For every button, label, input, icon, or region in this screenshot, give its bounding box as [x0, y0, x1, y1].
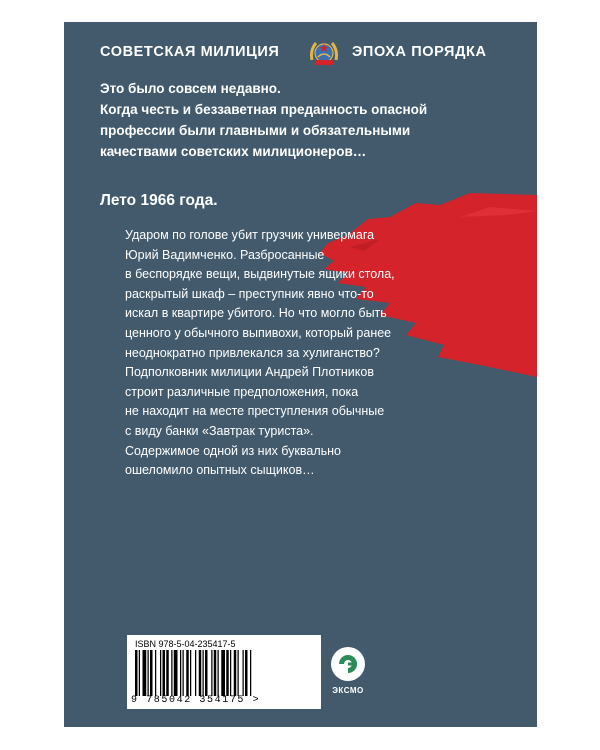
annotation-line: ценного у обычного выпивохи, который ранее	[125, 325, 392, 340]
isbn-text: ISBN 978-5-04-235417-5	[135, 639, 236, 649]
annotation-line: Ударом по голове убит грузчик универмага	[125, 228, 375, 242]
annotation-line: с виду банки «Завтрак туриста».	[125, 423, 314, 438]
barcode-bars	[135, 650, 313, 696]
annotation-line: неоднократно привлекался за хулиганство?	[125, 345, 380, 360]
annotation-line: Юрий Вадимченко. Разбросанные	[125, 247, 325, 262]
soviet-emblem-icon	[308, 38, 340, 68]
intro-text	[100, 78, 520, 162]
barcode-digits: 9 785042 354175 >	[131, 695, 261, 706]
annotation-line: раскрытый шкаф – преступник явно что-то	[125, 286, 374, 301]
annotation-line: Содержимое одной из них буквально	[125, 443, 342, 458]
intro-line: Когда честь и беззаветная преданность опасной	[100, 102, 428, 117]
annotation-line: Подполковник милиции Андрей Плотников	[125, 365, 374, 380]
annotation-line: ошеломило опытных сыщиков…	[125, 463, 315, 478]
annotation-line: в беспорядке вещи, выдвинутые ящики стола,	[125, 267, 395, 282]
series-header	[64, 40, 537, 66]
series-title-right: ЭПОХА ПОРЯДКА	[352, 44, 487, 60]
publisher-logo	[328, 644, 368, 700]
annotation-line: не находит на месте преступления обычные	[125, 404, 385, 419]
annotation-line: строит различные предположения, пока	[125, 384, 359, 399]
eksmo-logo-icon	[328, 644, 368, 684]
intro-line: профессии были главными и обязательными	[100, 123, 411, 138]
intro-line: качествами советских милиционеров…	[100, 144, 367, 159]
barcode-label	[127, 635, 321, 709]
subtitle: Лето 1966 года.	[100, 192, 218, 209]
back-cover	[64, 22, 537, 727]
annotation-text	[125, 226, 505, 481]
series-title-left: СОВЕТСКАЯ МИЛИЦИЯ	[100, 44, 280, 60]
intro-line: Это было совсем недавно.	[100, 81, 281, 96]
publisher-name: ЭКСМО	[332, 686, 364, 695]
annotation-line: искал в квартире убитого. Но что могло быть	[125, 306, 387, 321]
